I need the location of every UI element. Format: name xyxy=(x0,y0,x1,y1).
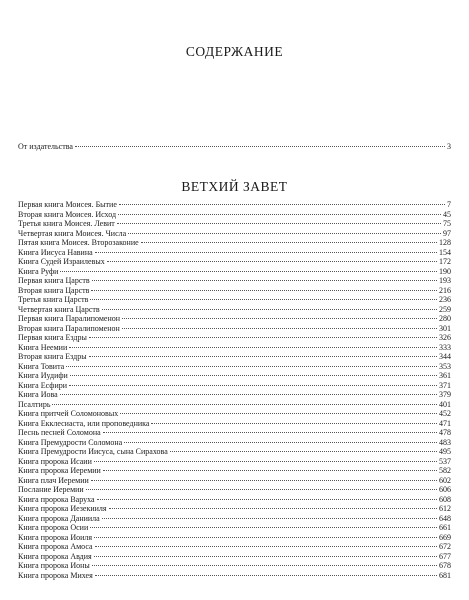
toc-entry[interactable] xyxy=(18,571,451,581)
toc-entry-page: 3 xyxy=(447,142,451,151)
dot-leader xyxy=(97,499,437,500)
toc-entry[interactable] xyxy=(18,371,451,381)
toc-entry-label: Книга пророка Исаии xyxy=(18,456,92,466)
toc-entry[interactable] xyxy=(18,400,451,410)
toc-entry-page: 75 xyxy=(443,219,451,228)
toc-entry-label: Четвертая книга Царств xyxy=(18,304,100,314)
toc-entry-label: Третья книга Царств xyxy=(18,295,89,304)
toc-entry-label: Послание Иеремии xyxy=(18,485,84,494)
toc-entry-label: Книга Иисуса Навина xyxy=(18,247,93,257)
toc-entry-page: 172 xyxy=(439,257,451,266)
toc-entry-label: Псалтирь xyxy=(18,399,51,409)
toc-entry-page: 216 xyxy=(439,285,451,295)
dot-leader xyxy=(103,432,437,433)
dot-leader xyxy=(128,233,441,234)
dot-leader xyxy=(117,223,441,224)
toc-entry[interactable] xyxy=(18,447,451,457)
toc-entry-page: 608 xyxy=(439,494,451,504)
toc-entry-page: 537 xyxy=(439,456,451,466)
section-heading: ВЕТХИЙ ЗАВЕТ xyxy=(181,179,288,194)
toc-entry-label: Первая книга Царств xyxy=(18,276,90,285)
toc-entry-page: 678 xyxy=(439,561,451,570)
toc-entry[interactable] xyxy=(18,343,451,353)
toc-entry[interactable] xyxy=(18,390,451,400)
toc-entry-page: 193 xyxy=(439,276,451,285)
dot-leader xyxy=(75,146,445,147)
dot-leader xyxy=(103,470,437,471)
toc-entry-page: 602 xyxy=(439,475,451,485)
toc-entry[interactable] xyxy=(18,438,451,448)
toc-entry-label: От издательства xyxy=(18,142,73,151)
toc-entry[interactable] xyxy=(18,457,451,467)
toc-entry[interactable] xyxy=(18,352,451,362)
toc-entry-page: 471 xyxy=(439,418,451,428)
toc-entry-label: Книга Руфи xyxy=(18,266,59,276)
toc-entry-label: Книга пророка Иезекииля xyxy=(18,504,107,513)
toc-entry-page: 353 xyxy=(439,361,451,371)
page-title: СОДЕРЖАНИЕ xyxy=(185,44,284,59)
dot-leader xyxy=(66,366,437,367)
toc-entry-page: 259 xyxy=(439,304,451,314)
toc-entry[interactable] xyxy=(18,504,451,514)
toc-entry-page: 452 xyxy=(439,409,451,418)
toc-entry-label: Книга Есфири xyxy=(18,380,68,390)
toc-entry[interactable] xyxy=(18,533,451,543)
toc-entry[interactable] xyxy=(18,495,451,505)
toc-entry-label: Книга пророка Осии xyxy=(18,523,89,532)
toc-entry-label: Пятая книга Моисея. Второзаконие xyxy=(18,238,139,247)
toc-entry-label: Книга Товита xyxy=(18,361,65,371)
toc-entry-label: Вторая книга Ездры xyxy=(18,352,87,361)
dot-leader xyxy=(95,575,437,576)
toc-entry-label: Книга Неемии xyxy=(18,342,68,352)
dot-leader xyxy=(94,461,437,462)
toc-entry-page: 582 xyxy=(439,466,451,475)
toc-entry-label: Песнь песней Соломона xyxy=(18,428,101,437)
toc-entry[interactable] xyxy=(18,324,451,334)
toc-entry-page: 612 xyxy=(439,504,451,513)
toc-entry[interactable] xyxy=(18,476,451,486)
toc-entry[interactable] xyxy=(18,552,451,562)
toc-entry[interactable] xyxy=(18,238,451,248)
toc-entry-page: 7 xyxy=(447,200,451,209)
dot-leader xyxy=(70,375,437,376)
toc-entry[interactable] xyxy=(18,428,451,438)
dot-leader xyxy=(90,527,437,528)
toc-entry-label: Книга пророка Амоса xyxy=(18,542,93,551)
toc-entry-page: 45 xyxy=(443,209,451,219)
toc-entry-page: 301 xyxy=(439,323,451,333)
dot-leader xyxy=(92,565,437,566)
dot-leader xyxy=(102,309,437,310)
toc-entry-page: 371 xyxy=(439,380,451,390)
dot-leader xyxy=(151,423,437,424)
toc-entry[interactable] xyxy=(18,305,451,315)
toc-entry[interactable] xyxy=(18,257,451,267)
toc-entry-page: 236 xyxy=(439,295,451,304)
toc-entry-label: Книга Иудифи xyxy=(18,371,68,380)
toc-entry-label: Книга Судей Израилевых xyxy=(18,257,105,266)
toc-entry-page: 606 xyxy=(439,485,451,494)
toc-entry[interactable] xyxy=(18,295,451,305)
toc-entry[interactable] xyxy=(18,466,451,476)
toc-entry-label: Книга пророка Даниила xyxy=(18,513,100,523)
toc-entry-page: 495 xyxy=(439,447,451,456)
toc-entry-page: 677 xyxy=(439,551,451,561)
toc-entry-page: 333 xyxy=(439,342,451,352)
dot-leader xyxy=(52,404,437,405)
toc-entry-page: 478 xyxy=(439,428,451,437)
dot-leader xyxy=(94,537,437,538)
toc-entry-page: 361 xyxy=(439,371,451,380)
toc-entry-label: Вторая книга Царств xyxy=(18,285,90,295)
toc-entry[interactable] xyxy=(18,561,451,571)
dot-leader xyxy=(102,518,437,519)
toc-entry-label: Книга плач Иеремии xyxy=(18,475,89,485)
toc-entry-page: 280 xyxy=(439,314,451,323)
dot-leader xyxy=(69,347,437,348)
toc-entry-page: 344 xyxy=(439,352,451,361)
toc-entry[interactable] xyxy=(18,362,451,372)
toc-entry-label: Книга Премудрости Иисуса, сына Сирахова xyxy=(18,447,168,456)
toc-entry-label: Первая книга Паралипоменон xyxy=(18,314,121,323)
toc-entry-page: 648 xyxy=(439,513,451,523)
toc-entry-page: 128 xyxy=(439,238,451,247)
dot-leader xyxy=(90,299,437,300)
toc-entry[interactable] xyxy=(18,523,451,533)
dot-leader xyxy=(119,204,445,205)
dot-leader xyxy=(170,451,437,452)
toc-entry-label: Книга пророка Михея xyxy=(18,570,93,580)
toc-entry[interactable] xyxy=(18,276,451,286)
dot-leader xyxy=(141,242,437,243)
dot-leader xyxy=(60,271,437,272)
dot-leader xyxy=(89,337,437,338)
toc-entry-label: Книга пророка Ионы xyxy=(18,561,90,570)
toc-entry[interactable] xyxy=(18,333,451,343)
toc-entry-intro[interactable] xyxy=(18,142,451,152)
dot-leader xyxy=(91,290,437,291)
toc-entry[interactable] xyxy=(18,514,451,524)
toc-entry[interactable] xyxy=(18,485,451,495)
toc-entry-label: Первая книга Ездры xyxy=(18,333,87,342)
toc-entry[interactable] xyxy=(18,419,451,429)
toc-entry-label: Книга Иова xyxy=(18,390,58,399)
toc-entry-label: Первая книга Моисея. Бытие xyxy=(18,200,117,209)
dot-leader xyxy=(69,385,437,386)
dot-leader xyxy=(124,442,437,443)
toc-entry[interactable] xyxy=(18,542,451,552)
dot-leader xyxy=(92,280,437,281)
toc-entry-label: Книга пророка Авдия xyxy=(18,551,92,561)
toc-entry[interactable] xyxy=(18,267,451,277)
dot-leader xyxy=(120,413,437,414)
dot-leader xyxy=(89,356,437,357)
dot-leader xyxy=(86,489,437,490)
toc-entry-page: 97 xyxy=(443,228,451,238)
toc-entry[interactable] xyxy=(18,286,451,296)
dot-leader xyxy=(109,508,437,509)
dot-leader xyxy=(107,261,437,262)
toc-entry-label: Книга пророка Варуха xyxy=(18,494,95,504)
dot-leader xyxy=(60,394,437,395)
toc-entry-page: 326 xyxy=(439,333,451,342)
dot-leader xyxy=(95,546,437,547)
toc-entry-label: Вторая книга Моисея. Исход xyxy=(18,209,117,219)
toc-entry-page: 669 xyxy=(439,532,451,542)
dot-leader xyxy=(95,252,437,253)
toc-entry-page: 661 xyxy=(439,523,451,532)
toc-entry-label: Книга Премудрости Соломона xyxy=(18,437,123,447)
toc-entry-page: 154 xyxy=(439,247,451,257)
toc-entry-page: 190 xyxy=(439,266,451,276)
toc-entry-page: 401 xyxy=(439,399,451,409)
toc-entry-page: 379 xyxy=(439,390,451,399)
toc-entry-label: Книга пророка Иеремии xyxy=(18,466,101,475)
dot-leader xyxy=(94,556,437,557)
dot-leader xyxy=(118,214,441,215)
toc-entry-label: Книга Екклесиаста, или проповедника xyxy=(18,418,150,428)
dot-leader xyxy=(122,318,437,319)
toc-entry[interactable] xyxy=(18,314,451,324)
dot-leader xyxy=(91,480,437,481)
toc-entry[interactable] xyxy=(18,248,451,258)
toc-list xyxy=(0,200,469,580)
toc-entry[interactable] xyxy=(18,381,451,391)
toc-entry-label: Книга пророка Иоиля xyxy=(18,532,93,542)
toc-entry-page: 681 xyxy=(439,570,451,580)
dot-leader xyxy=(122,328,437,329)
toc-entry-label: Третья книга Моисея. Левит xyxy=(18,219,115,228)
toc-entry[interactable] xyxy=(18,210,451,220)
toc-entry[interactable] xyxy=(18,229,451,239)
toc-entry-page: 672 xyxy=(439,542,451,551)
toc-entry-label: Вторая книга Паралипоменон xyxy=(18,323,120,333)
toc-entry-page: 483 xyxy=(439,437,451,447)
toc-entry[interactable] xyxy=(18,200,451,210)
toc-entry[interactable] xyxy=(18,409,451,419)
toc-entry[interactable] xyxy=(18,219,451,229)
toc-entry-label: Четвертая книга Моисея. Числа xyxy=(18,228,127,238)
toc-entry-label: Книга притчей Соломоновых xyxy=(18,409,119,418)
